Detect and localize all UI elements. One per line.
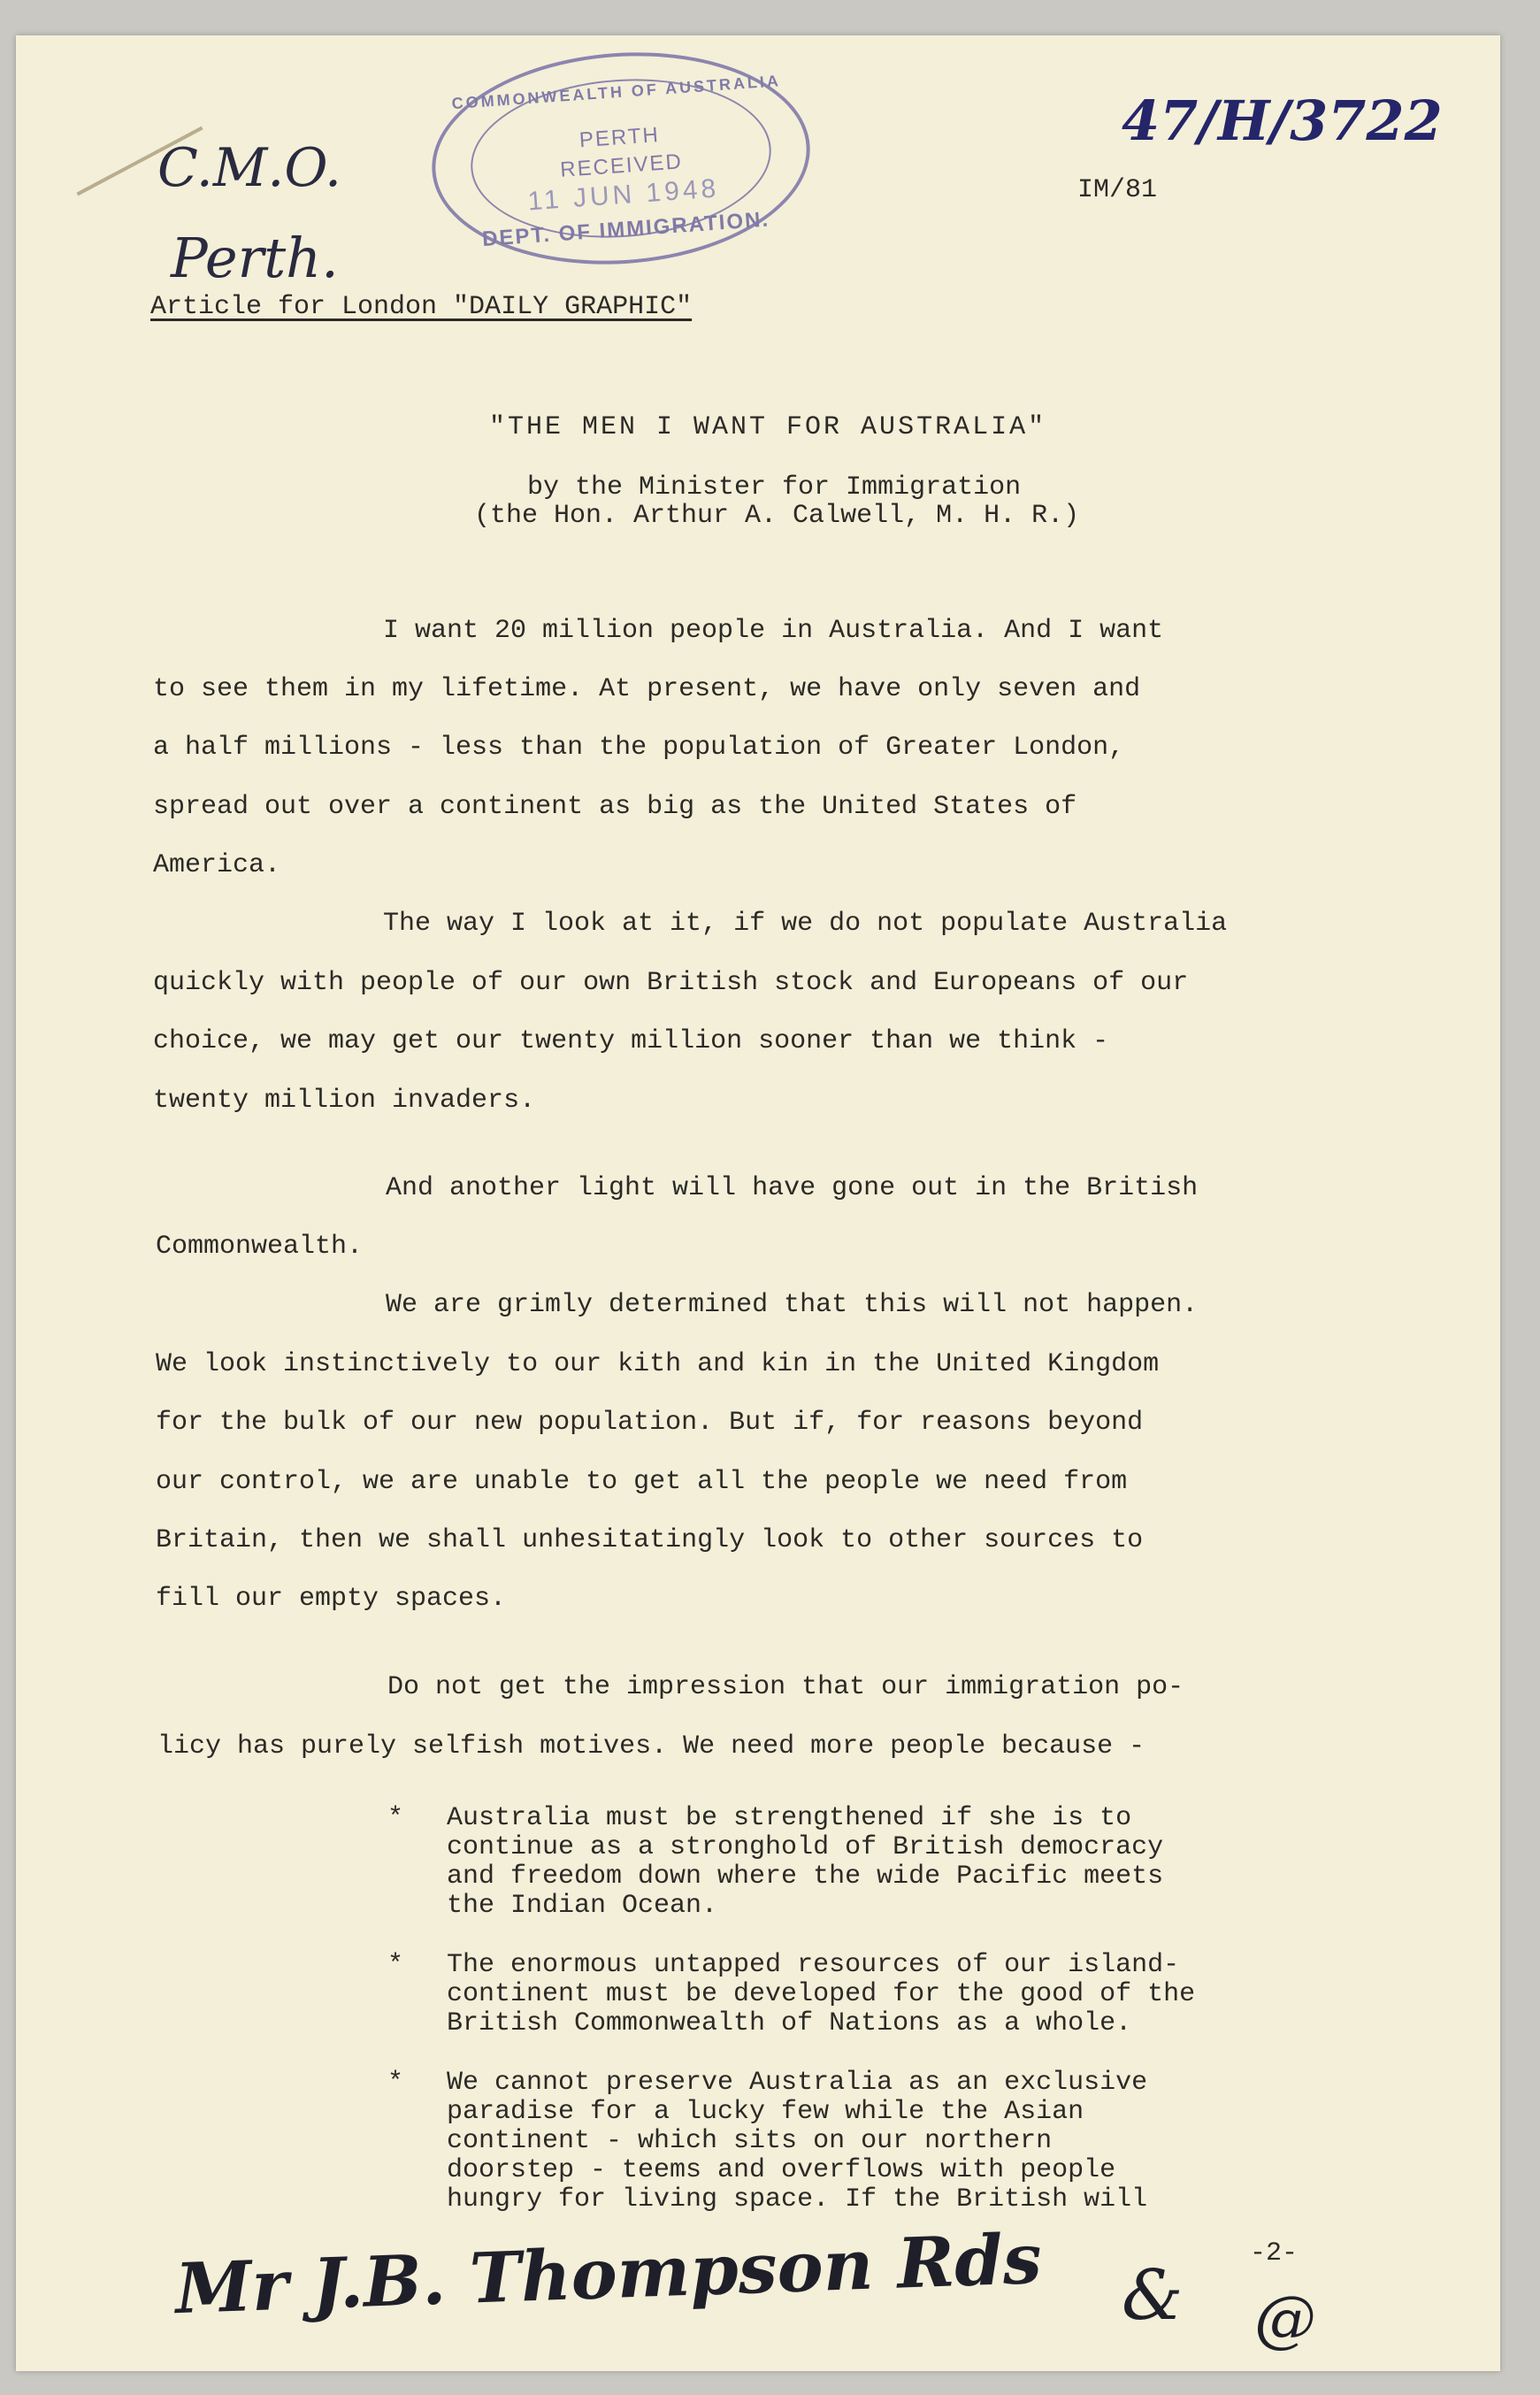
body-line: We are grimly determined that this will not happen. bbox=[386, 1290, 1199, 1320]
body-line: I want 20 million people in Australia. And I want bbox=[383, 616, 1164, 646]
bullet-marker: * bbox=[387, 1803, 404, 1833]
bullet-line: We cannot preserve Australia as an exclusive bbox=[447, 2068, 1148, 2098]
article-heading: Article for London "DAILY GRAPHIC" bbox=[150, 292, 693, 322]
body-line: fill our empty spaces. bbox=[156, 1584, 507, 1614]
body-line: The way I look at it, if we do not populate Australia bbox=[383, 909, 1228, 939]
article-title: "THE MEN I WANT FOR AUSTRALIA" bbox=[489, 412, 1047, 442]
bullet-line: continent - which sits on our northern bbox=[447, 2126, 1053, 2156]
bullet-line: continent must be developed for the good of the bbox=[447, 1979, 1196, 2009]
body-line: We look instinctively to our kith and kin in the United Kingdom bbox=[156, 1349, 1160, 1379]
next-page-number: -2- bbox=[1250, 2238, 1299, 2268]
handwritten-perth: Perth. bbox=[171, 226, 339, 290]
handwritten-cmo: C.M.O. bbox=[157, 137, 342, 199]
body-line: Do not get the impression that our immigration po- bbox=[387, 1672, 1184, 1702]
bullet-marker: * bbox=[387, 2068, 404, 2098]
bullet-line: paradise for a lucky few while the Asian bbox=[447, 2097, 1084, 2127]
byline-line1: by the Minister for Immigration bbox=[527, 472, 1022, 503]
document-page bbox=[16, 35, 1500, 2371]
bullet-line: The enormous untapped resources of our island- bbox=[447, 1950, 1180, 1980]
body-line: Britain, then we shall unhesitatingly look to other sources to bbox=[156, 1525, 1144, 1555]
stamp-perth: PERTH bbox=[578, 122, 661, 153]
body-line: our control, we are unable to get all the people we need from bbox=[156, 1467, 1128, 1497]
stamp-top-text: COMMONWEALTH OF AUSTRALIA bbox=[451, 72, 782, 113]
body-line: Commonwealth. bbox=[156, 1232, 364, 1262]
document-ref: IM/81 bbox=[1077, 175, 1158, 205]
stamp-bottom-text: DEPT. OF IMMIGRATION. bbox=[481, 207, 770, 252]
bullet-line: and freedom down where the wide Pacific meets bbox=[447, 1861, 1164, 1892]
body-line: a half millions - less than the population of Greater London, bbox=[153, 733, 1125, 763]
bullet-line: Australia must be strengthened if she is to bbox=[447, 1803, 1132, 1833]
stamp-received: RECEIVED bbox=[559, 150, 684, 182]
handwritten-signature: Mr J.B. Thompson Rds bbox=[173, 2218, 1044, 2330]
body-line: twenty million invaders. bbox=[153, 1086, 536, 1116]
bullet-line: hungry for living space. If the British will bbox=[447, 2184, 1148, 2215]
body-line: quickly with people of our own British stock and Europeans of our bbox=[153, 968, 1189, 998]
body-line: spread out over a continent as big as the United States of bbox=[153, 792, 1077, 822]
body-line: to see them in my lifetime. At present, we have only seven and bbox=[153, 674, 1141, 704]
bullet-line: the Indian Ocean. bbox=[447, 1891, 718, 1921]
handwritten-mark: @ bbox=[1254, 2283, 1316, 2355]
body-line: choice, we may get our twenty million sooner than we think - bbox=[153, 1026, 1109, 1056]
body-line: licy has purely selfish motives. We need more people because - bbox=[157, 1731, 1145, 1762]
handwritten-file-ref: 47/H/3722 bbox=[1122, 88, 1443, 153]
body-line: And another light will have gone out in the British bbox=[386, 1173, 1199, 1203]
stamp-date: 11 JUN 1948 bbox=[526, 173, 721, 217]
bullet-line: continue as a stronghold of British democracy bbox=[447, 1832, 1164, 1862]
bullet-marker: * bbox=[387, 1950, 404, 1980]
received-stamp bbox=[425, 40, 817, 276]
body-line: America. bbox=[153, 850, 281, 880]
byline-line2: (the Hon. Arthur A. Calwell, M. H. R.) bbox=[474, 501, 1080, 531]
bullet-line: doorstep - teems and overflows with people bbox=[447, 2155, 1116, 2185]
bullet-line: British Commonwealth of Nations as a whole. bbox=[447, 2008, 1132, 2038]
handwritten-initials: & bbox=[1122, 2256, 1184, 2336]
body-line: for the bulk of our new population. But if, for reasons beyond bbox=[156, 1408, 1144, 1438]
